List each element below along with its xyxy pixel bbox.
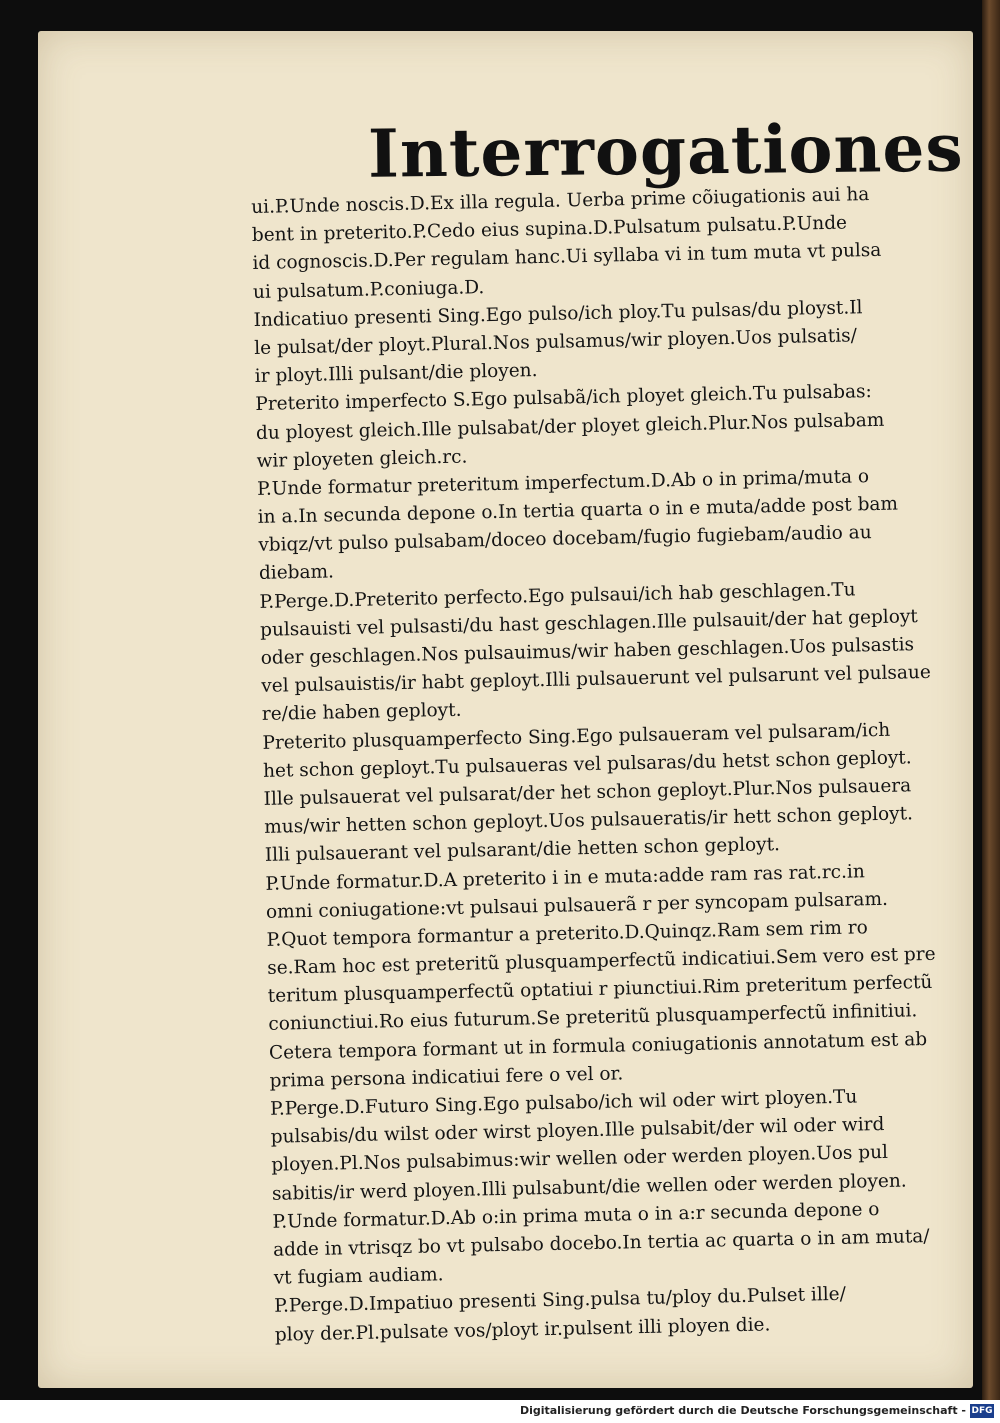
text-line: adde in vtrisqz bo vt pulsabo docebo.In tertia ac quarta o in am muta/ — [272, 1225, 930, 1261]
text-line: vel pulsauistis/ir habt geployt.Illi pulsauerunt vel pulsarunt vel pulsaue — [261, 662, 932, 698]
text-line: vt fugiam audiam. — [273, 1264, 444, 1289]
text-line: omni coniugatione:vt pulsaui pulsauerã r per syncopam pulsaram. — [265, 888, 889, 923]
book-page — [38, 31, 973, 1388]
text-line: oder geschlagen.Nos pulsauimus/wir haben geschlagen.Uos pulsastis — [260, 634, 915, 669]
text-line: P.Perge.D.Futuro Sing.Ego pulsabo/ich wil oder wirt ployen.Tu — [269, 1086, 858, 1120]
text-line: Cetera tempora formant ut in formula coniugationis annotatum est ab — [268, 1028, 928, 1064]
text-line: re/die haben geployt. — [261, 700, 462, 726]
text-line: Ille pulsauerat vel pulsarat/der het schon geployt.Plur.Nos pulsauera — [263, 775, 912, 810]
text-line: Indicatiuo presenti Sing.Ego pulso/ich ploy.Tu pulsas/du ployst.Il — [253, 296, 863, 331]
dfg-logo: DFG — [971, 1406, 993, 1416]
text-line: het schon geployt.Tu pulsaueras vel pulsaras/du hetst schon geployt. — [262, 747, 912, 782]
text-line: prima persona indicatiui fere o vel or. — [269, 1063, 624, 1092]
text-line: id cognoscis.D.Per regulam hanc.Ui syllaba vi in tum muta vt pulsa — [252, 240, 882, 275]
text-line: coniunctiui.Ro eius futurum.Se preteritũ plusquamperfectũ infinitiui. — [268, 1000, 918, 1036]
text-line: se.Ram hoc est preteritũ plusquamperfectũ indicatiui.Sem vero est pre — [267, 943, 936, 979]
text-line: pulsauisti vel pulsasti/du hast geschlagen.Ille pulsauit/der hat geployt — [259, 605, 918, 641]
text-line: P.Quot tempora formantur a preterito.D.Quinqz.Ram sem rim ro — [266, 917, 868, 951]
text-line: ir ployt.Illi pulsant/die ployen. — [254, 360, 538, 388]
text-line: pulsabis/du wilst oder wirst ployen.Ille pulsabit/der wil oder wird — [270, 1114, 885, 1148]
text-line: Illi pulsauerant vel pulsarant/die hetten schon geployt. — [264, 834, 781, 867]
text-line: le pulsat/der ployt.Plural.Nos pulsamus/wir ployen.Uos pulsatis/ — [254, 325, 858, 359]
funding-credit: Digitalisierung gefördert durch die Deutsche Forschungsgemeinschaft - — [519, 1404, 966, 1417]
text-line: ui.P.Unde noscis.D.Ex illa regula. Uerba prime cõiugationis aui ha — [251, 184, 870, 218]
text-line: Preterito imperfecto S.Ego pulsabã/ich ployet gleich.Tu pulsabas: — [255, 381, 872, 416]
text-line: ploy der.Pl.pulsate vos/ployt ir.pulsent illi ployen die. — [274, 1313, 771, 1346]
text-line: vbiqz/vt pulso pulsabam/doceo docebam/fugio fugiebam/audio au — [258, 522, 872, 557]
text-line: teritum plusquamperfectũ optatiui r piunctiui.Rim preteritum perfectũ — [267, 972, 933, 1008]
text-line: P.Unde formatur preteritum imperfectum.D.Ab o in prima/muta o — [256, 465, 870, 500]
text-line: Preterito plusquamperfecto Sing.Ego pulsaueram vel pulsaram/ich — [262, 719, 891, 754]
text-body — [251, 179, 1000, 1350]
text-line: sabitis/ir werd ployen.Illi pulsabunt/die wellen oder werden ployen. — [271, 1170, 907, 1205]
text-line: diebam. — [258, 561, 335, 585]
text-line: mus/wir hetten schon geployt.Uos pulsaueratis/ir hett schon geployt. — [264, 803, 914, 838]
page-heading: Interrogationes — [367, 108, 964, 193]
text-line: ployen.Pl.Nos pulsabimus:wir wellen oder werden ployen.Uos pul — [271, 1142, 889, 1177]
text-line: P.Unde formatur.D.Ab o:in prima muta o in a:r secunda depone o — [272, 1198, 880, 1233]
footer-bar — [0, 1400, 1000, 1423]
text-line: bent in preterito.P.Cedo eius supina.D.Pulsatum pulsatu.P.Unde — [251, 212, 848, 247]
text-line: in a.In secunda depone o.In tertia quarta o in e muta/adde post bam — [257, 493, 899, 528]
text-line: ui pulsatum.P.coniuga.D. — [252, 276, 485, 303]
text-line: P.Perge.D.Preterito perfecto.Ego pulsaui/ich hab geschlagen.Tu — [259, 579, 856, 613]
text-line: P.Perge.D.Impatiuo presenti Sing.pulsa tu/ploy du.Pulset ille/ — [274, 1284, 847, 1318]
text-line: du ployest gleich.Ille pulsabat/der ployet gleich.Plur.Nos pulsabam — [255, 409, 885, 444]
text-line: P.Unde formatur.D.A preterito i in e muta:adde ram ras rat.rc.in — [265, 860, 865, 895]
text-line: wir ployeten gleich.rc. — [256, 446, 468, 472]
